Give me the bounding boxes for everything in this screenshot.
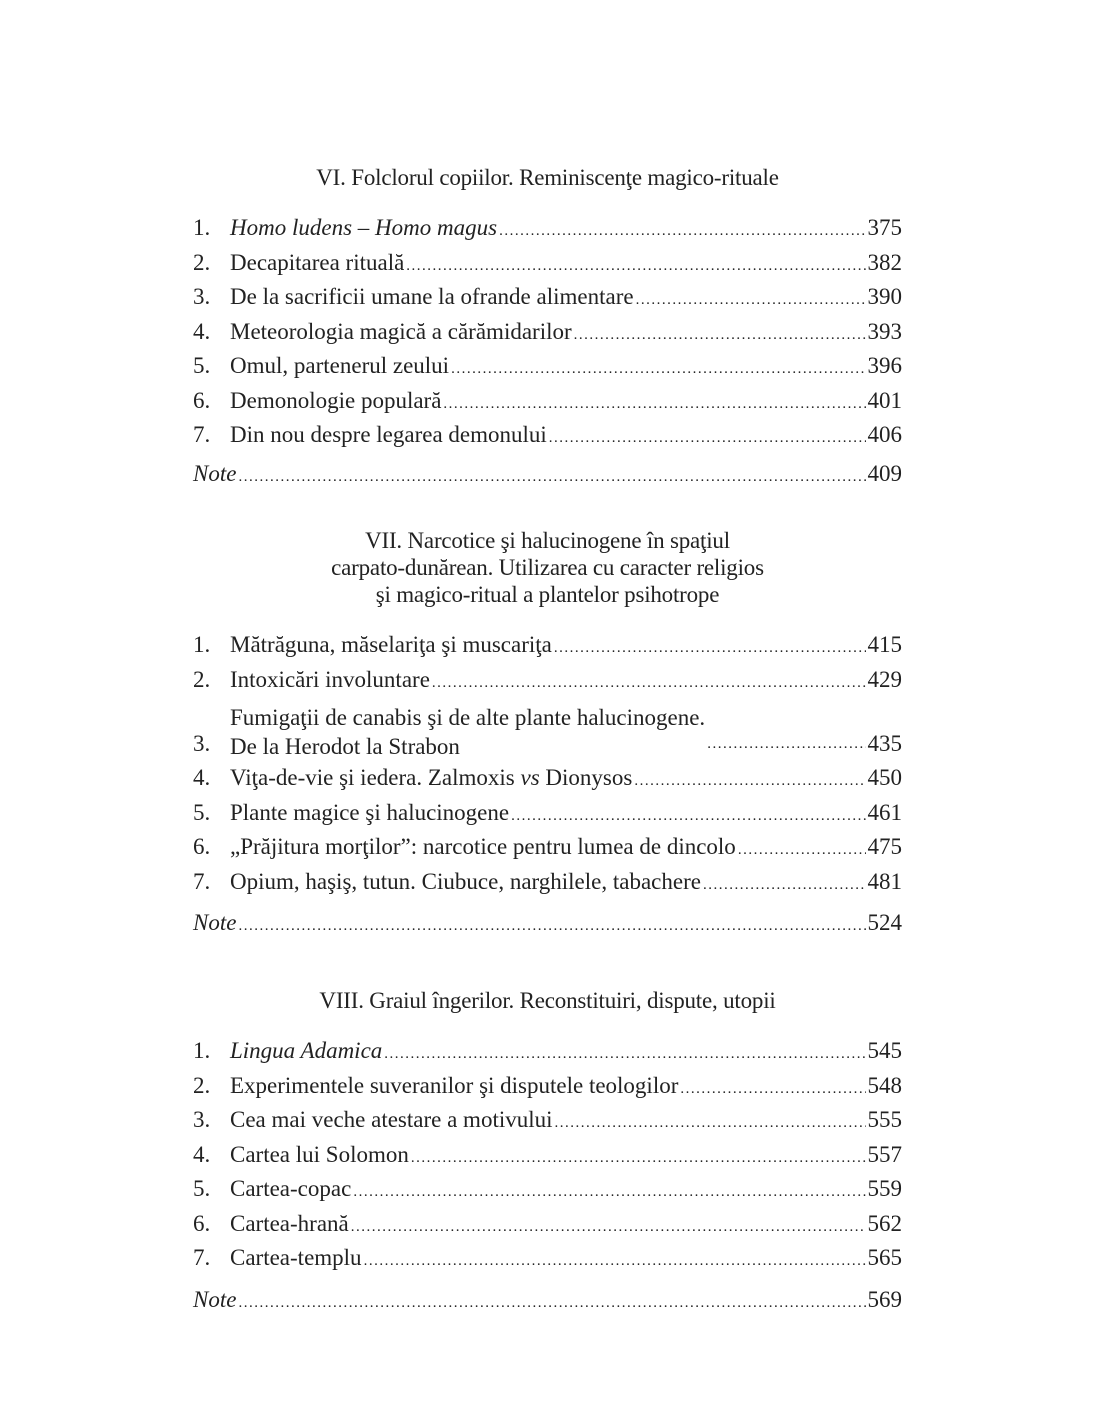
entry-number: 5. [193,1176,211,1201]
entry-number: 5. [193,353,211,378]
entry-number: 7. [193,422,211,447]
entry-title-part: Mătrăguna, măselariţa şi muscariţa [230,632,552,657]
dot-leader [499,214,865,249]
notes-label: Note [193,460,237,486]
entry-title-part: Plante magice şi halucinogene [230,799,510,825]
toc-notes-entry[interactable] [193,457,902,492]
entry-title-part: Lingua Adamica [230,1038,383,1063]
toc-entry[interactable] [193,384,902,419]
entry-title [230,1069,678,1104]
dot-leader [511,799,865,834]
toc-entry[interactable] [193,1172,902,1207]
dot-leader [634,764,865,799]
entry-title [230,384,441,419]
entry-title-part: De la sacrificii umane la ofrande alimentare [230,284,634,309]
entry-page-number: 559 [867,1176,902,1201]
entry-title-part: Homo ludens – Homo magus [230,215,498,240]
toc-entry[interactable] [193,280,902,315]
toc-entry[interactable] [193,1069,902,1104]
toc-entry[interactable] [193,246,902,281]
entry-title [230,211,497,246]
entry-title-part: „Prăjitura morţilor”: narcotice pentru lumea de dincolo [230,834,736,859]
notes-page-number: 409 [867,460,902,486]
toc-entry[interactable] [193,865,902,900]
dot-leader [351,1210,866,1245]
entry-number: 2. [193,666,211,692]
entry-title-part: Viţa-de-vie şi iedera. Zalmoxis [230,765,521,790]
dot-leader [432,666,866,701]
entry-title [230,830,736,865]
notes-label: Note [193,1286,237,1312]
dot-leader [549,421,866,456]
entry-number: 1. [193,215,211,240]
toc-entry[interactable] [193,1138,902,1173]
toc-section-vii [193,527,902,941]
toc-entry[interactable] [193,418,902,453]
dot-leader [364,1244,866,1279]
entry-title [230,349,449,384]
section-heading [193,527,902,608]
entry-title [230,1172,351,1207]
entry-title-part: vs [520,765,540,790]
entry-page-number: 450 [867,765,902,790]
dot-leader [555,1106,866,1141]
entry-title [230,246,404,281]
entry-number: 4. [193,1141,211,1167]
entry-title-first-line: Fumigaţii de canabis şi de alte plante halucinogene. [230,705,706,730]
entry-title [230,418,547,453]
entry-title-part: Cea mai veche atestare a motivului [230,1107,553,1132]
entry-title-part: De la Herodot la Strabon [230,734,460,759]
entry-title-multiline [230,703,705,761]
entry-page-number: 415 [867,632,902,657]
toc-entry[interactable] [193,628,902,663]
entry-page-number: 406 [867,422,902,447]
entry-page-number: 545 [867,1038,902,1063]
entry-page-number: 481 [867,868,902,894]
entry-page-number: 382 [867,249,902,275]
entry-title-part: Dionysos [539,765,633,790]
toc-entry[interactable] [193,1207,902,1242]
entry-title-part: Demonologie populară [230,387,442,413]
entry-page-number: 475 [867,834,902,859]
toc-entry[interactable] [193,1241,902,1276]
dot-leader [406,249,865,284]
entry-title [230,315,572,350]
entry-number: 5. [193,799,211,825]
entry-page-number: 396 [867,353,902,378]
toc-entry[interactable] [193,830,902,865]
entry-page-number: 548 [867,1072,902,1098]
entry-title [230,732,705,761]
entry-number: 3. [193,730,211,756]
entry-number: 2. [193,249,211,275]
entry-number: 4. [193,318,211,344]
toc-notes-entry[interactable] [193,906,902,941]
entry-page-number: 565 [867,1245,902,1270]
section-heading-line: VIII. Graiul îngerilor. Reconstituiri, dispute, utopii [319,988,776,1013]
entry-number: 7. [193,868,211,894]
entry-title [230,761,632,796]
dot-leader [411,1141,866,1176]
entry-title [230,628,552,663]
dot-leader [238,909,865,944]
dot-leader [238,1286,865,1321]
entry-title-part: Experimentele suveranilor şi disputele teologilor [230,1072,679,1098]
entry-number: 1. [193,632,211,657]
entry-title-part: Omul, partenerul zeului [230,353,450,378]
entry-title-part: Din nou despre legarea demonului [230,422,547,447]
dot-leader [353,1175,865,1210]
toc-entry[interactable] [193,1103,902,1138]
entry-title [230,1138,409,1173]
dot-leader [707,727,865,762]
entry-title-part: Cartea-copac [230,1176,352,1201]
entry-title [230,1241,362,1276]
entry-title [230,1207,349,1242]
toc-section-vi [193,164,902,491]
dot-leader [680,1072,865,1107]
toc-entry[interactable] [193,761,902,796]
entry-page-number: 435 [867,730,902,756]
entry-title-part: Decapitarea rituală [230,249,405,275]
entry-page-number: 562 [867,1210,902,1236]
toc-entry[interactable] [193,1034,902,1069]
entry-number: 2. [193,1072,211,1098]
toc-notes-entry[interactable] [193,1283,902,1318]
entry-title [230,280,634,315]
entry-title-part: Cartea-hrană [230,1210,349,1236]
dot-leader [738,833,866,868]
entry-number: 1. [193,1038,211,1063]
dot-leader [574,318,866,353]
entry-page-number: 393 [867,318,902,344]
dot-leader [554,631,866,666]
entry-title [230,1103,553,1138]
entry-title-part: Cartea-templu [230,1245,362,1270]
toc-section-viii [193,987,902,1317]
entry-page-number: 375 [867,215,902,240]
entry-number: 3. [193,284,211,309]
entry-page-number: 429 [867,666,902,692]
section-heading [193,164,902,191]
entry-title [230,796,509,831]
entry-title-part: Meteorologia magică a cărămidarilor [230,318,572,344]
toc-entry[interactable] [193,697,902,761]
dot-leader [443,387,865,422]
entry-page-number: 557 [867,1141,902,1167]
toc-entry[interactable] [193,315,902,350]
toc-entry[interactable] [193,211,902,246]
section-heading-line: VII. Narcotice şi halucinogene în spaţiul [365,528,730,553]
section-heading [193,987,902,1014]
entry-title-part: Opium, haşiş, tutun. Ciubuce, narghilele, tabachere [230,868,701,894]
entry-title [230,1034,382,1069]
entry-title [230,865,701,900]
notes-page-number: 569 [867,1286,902,1312]
entry-number: 4. [193,765,211,790]
entry-number: 6. [193,387,211,413]
entry-page-number: 401 [867,387,902,413]
dot-leader [636,283,866,318]
entry-number: 6. [193,834,211,859]
entry-number: 3. [193,1107,211,1132]
entry-page-number: 555 [867,1107,902,1132]
dot-leader [703,868,866,903]
entry-page-number: 390 [867,284,902,309]
entry-title-part: Cartea lui Solomon [230,1141,409,1167]
toc-entry[interactable] [193,796,902,831]
entry-number: 7. [193,1245,211,1270]
entry-page-number: 461 [867,799,902,825]
section-heading-line: VI. Folclorul copiilor. Reminiscenţe magico-rituale [316,165,779,190]
toc-entry[interactable] [193,663,902,698]
dot-leader [384,1037,865,1072]
entry-number: 6. [193,1210,211,1236]
dot-leader [238,460,865,495]
entry-title [230,663,430,698]
dot-leader [451,352,865,387]
notes-label: Note [193,910,237,935]
section-heading-line: carpato-dunărean. Utilizarea cu caracter religios [331,555,764,580]
section-heading-line: şi magico-ritual a plantelor psihotrope [375,582,720,607]
entry-title-part: Intoxicări involuntare [230,666,430,692]
notes-page-number: 524 [867,910,902,935]
toc-entry[interactable] [193,349,902,384]
